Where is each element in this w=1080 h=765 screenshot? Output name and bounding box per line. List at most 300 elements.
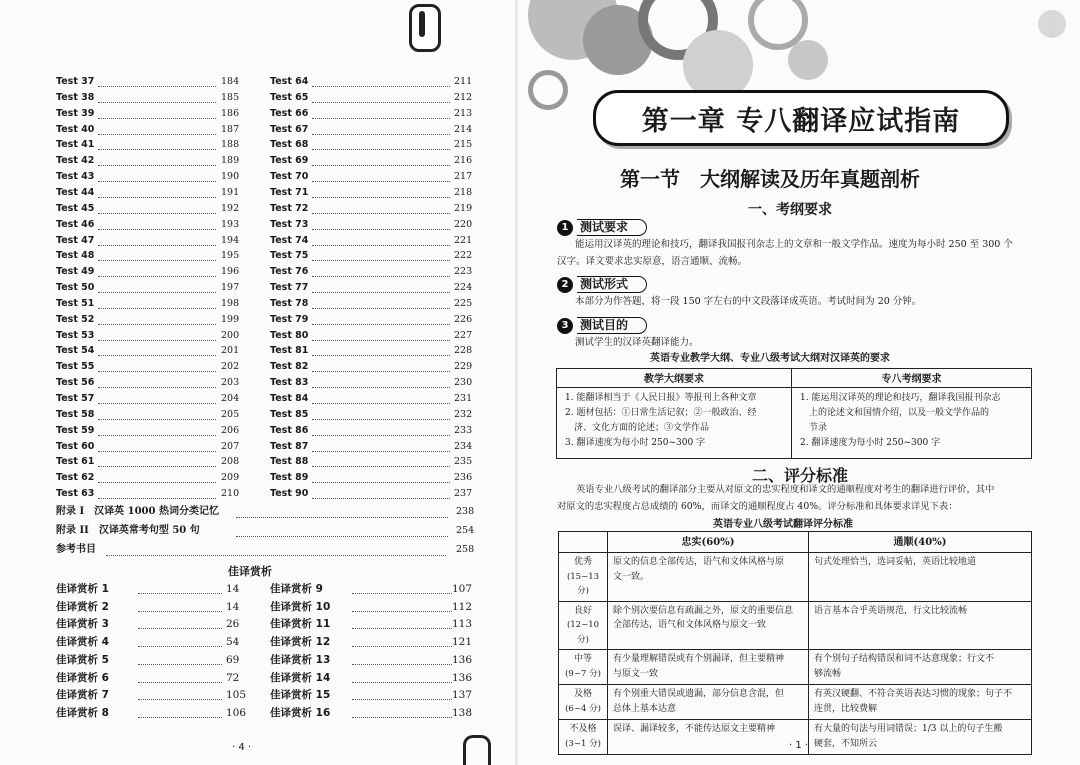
toc-entry-label: Test 44 [56, 186, 95, 198]
toc-entry-label: Test 38 [56, 91, 95, 103]
page-number: · 4 · [232, 742, 252, 753]
toc-entry-label: Test 87 [270, 440, 309, 452]
toc-leader [352, 683, 452, 700]
decor-circle [788, 40, 828, 80]
toc-entry-label: Test 68 [270, 139, 309, 151]
toc-page-number: 231 [454, 393, 473, 404]
requirement-text: 能运用汉译英的理论和技巧，翻译我国报刊杂志上的文章和一般文学作品。速度为每小时 250 至 300 个 [575, 239, 1013, 250]
toc-leader [138, 701, 222, 718]
requirement-heading-text: 测试要求 [577, 219, 647, 236]
toc-entry-label: Test 48 [56, 250, 95, 262]
grade-range: (9~7 分) [565, 668, 601, 679]
toc-leader [312, 450, 450, 467]
grade-cell [559, 720, 608, 755]
toc-entry-label: Test 49 [56, 266, 95, 278]
toc-entry-label: Test 37 [56, 76, 95, 87]
toc-entry-label: Test 75 [270, 250, 309, 262]
toc-entry-label: Test 59 [56, 424, 95, 436]
toc-entry-label: Test 46 [56, 218, 95, 230]
table-line: 与原文一致 [613, 668, 659, 679]
table-line: 文一致。 [613, 571, 650, 582]
toc-leader [352, 666, 452, 683]
toc-entry-label: Test 77 [270, 282, 309, 294]
requirement-heading-text: 测试目的 [577, 317, 647, 334]
grade-label: 及格 [573, 689, 592, 699]
toc-entry-label: Test 90 [270, 488, 309, 500]
appreciation-page-number: 138 [452, 706, 473, 719]
toc-page-number: 221 [454, 234, 473, 246]
toc-entry-label: Test 63 [56, 488, 95, 500]
left-page [0, 0, 515, 765]
appreciation-page-number: 137 [452, 689, 473, 702]
toc-page-number: 207 [221, 440, 240, 452]
toc-entry-label: Test 67 [270, 123, 309, 135]
toc-page-number: 220 [454, 218, 473, 230]
toc-leader [138, 630, 222, 647]
appreciation-label: 佳译赏析 6 [56, 671, 109, 684]
faith-cell [608, 685, 809, 720]
toc-page-number: 188 [221, 139, 240, 151]
toc-entry [56, 486, 241, 502]
toc-leader [98, 371, 216, 388]
appreciation-title: 佳译赏析 [228, 565, 272, 578]
toc-page-number: 212 [454, 91, 473, 103]
appreciation-entry [56, 705, 250, 721]
toc-entry-label: Test 82 [270, 361, 309, 373]
appreciation-page-number: 121 [452, 636, 473, 649]
toc-leader [352, 701, 452, 718]
toc-leader [312, 165, 450, 182]
toc-page-number: 225 [454, 297, 473, 309]
toc-leader [312, 435, 450, 452]
appreciation-page-number: 107 [452, 583, 473, 595]
toc-entry-label: Test 89 [270, 472, 309, 484]
table-line: 上的论述文和国情介绍，以及一般文学作品的 [800, 408, 990, 418]
table-line: 有大量的句法与用词错误；1/3 以上的句子生搬 [814, 724, 1003, 734]
toc-entry-label: Test 71 [270, 186, 309, 198]
table-header: 专八考纲要求 [792, 369, 1032, 388]
toc-page-number: 213 [454, 107, 473, 119]
toc-leader [312, 466, 450, 483]
toc-entry-label: Test 79 [270, 313, 309, 325]
toc-leader [312, 339, 450, 356]
fluency-cell [809, 553, 1032, 602]
requirement-heading [557, 276, 697, 294]
table-line: 济、文化方面的论述；③文学作品 [565, 423, 710, 433]
scoring-line: 对原文的忠实程度占总成绩的 60%，而译文的通顺程度占 40%。评分标准和具体要求详见下表： [557, 501, 958, 512]
toc-leader [98, 355, 216, 372]
toc-page-number: 194 [221, 234, 240, 246]
appreciation-label: 佳译赏析 16 [270, 706, 331, 719]
toc-leader [138, 612, 222, 629]
grade-range: (6~4 分) [565, 703, 601, 714]
appendix-page-number: 254 [456, 525, 475, 536]
toc-page-number: 201 [221, 345, 240, 357]
toc-leader [352, 577, 452, 594]
toc-page-number: 198 [221, 297, 240, 309]
table-header: 忠实(60%) [608, 532, 809, 553]
toc-leader [312, 482, 450, 499]
table-line: 2. 题材包括：①日常生活记叙；②一般政治、经 [565, 408, 757, 418]
toc-page-number: 193 [221, 218, 240, 230]
page-number: · 1 · [789, 740, 809, 751]
table-line: 误译、漏译较多，不能传达原文主要精神 [613, 724, 776, 734]
table-row [559, 650, 1032, 685]
toc-page-number: 235 [454, 456, 473, 468]
table-line: 有英汉硬翻、不符合英语表达习惯的现象；句子不 [814, 689, 1013, 699]
table-header [559, 532, 608, 553]
toc-leader [312, 387, 450, 404]
toc-leader [312, 371, 450, 388]
appendix-entry [56, 541, 481, 559]
requirements-table [556, 368, 1032, 459]
toc-page-number: 184 [221, 76, 240, 87]
table-line: 硬套，不知所云 [814, 738, 878, 749]
toc-page-number: 222 [454, 250, 473, 262]
table-line: 1. 能运用汉译英的理论和技巧，翻译我国报刊杂志 [800, 393, 1001, 403]
toc-page-number: 228 [454, 345, 473, 357]
appreciation-label: 佳译赏析 9 [270, 583, 323, 595]
scoring-line: 英语专业八级考试的翻译部分主要从对原文的忠实程度和译文的通顺程度对考生的翻译进行评价，其中 [576, 484, 995, 495]
chapter-title: 第一章 专八翻译应试指南 [641, 106, 961, 137]
requirement-text: 测试学生的汉译英翻译能力。 [575, 337, 699, 348]
grade-cell [559, 601, 608, 650]
toc-entry-label: Test 43 [56, 171, 95, 183]
toc-leader [312, 102, 450, 119]
toc-page-number: 237 [454, 488, 473, 500]
table-cell [792, 388, 1032, 459]
table-row [559, 601, 1032, 650]
appreciation-label: 佳译赏析 12 [270, 636, 331, 649]
toc-leader [98, 118, 216, 135]
toc-page-number: 195 [221, 250, 240, 262]
toc-entry-label: Test 39 [56, 107, 95, 119]
faith-cell [608, 553, 809, 602]
appreciation-page-number: 106 [226, 706, 247, 719]
grade-label: 优秀 [573, 557, 592, 567]
fluency-cell [809, 650, 1032, 685]
toc-leader [138, 683, 222, 700]
toc-entry-label: Test 78 [270, 297, 309, 309]
toc-page-number: 227 [454, 329, 473, 341]
toc-entry-label: Test 83 [270, 377, 309, 389]
appreciation-page-number: 136 [452, 671, 473, 684]
toc-leader [98, 149, 216, 166]
toc-leader [236, 499, 448, 518]
toc-entry-label: Test 70 [270, 171, 309, 183]
appreciation-page-number: 26 [226, 618, 240, 631]
table-line: 3. 翻译速度为每小时 250~300 字 [565, 438, 706, 448]
number-badge-icon: 2 [557, 277, 573, 293]
toc-leader [312, 70, 450, 87]
table-line: 原文的信息全部传达，语气和文体风格与原 [613, 557, 785, 567]
fluency-cell [809, 601, 1032, 650]
toc-leader [98, 419, 216, 436]
toc-entry-label: Test 66 [270, 107, 309, 119]
fluency-cell [809, 685, 1032, 720]
appreciation-page-number: 14 [226, 600, 240, 613]
appreciation-label: 佳译赏析 2 [56, 600, 109, 613]
requirement-text: 汉字。译文要求忠实原意，语言通顺、流畅。 [557, 256, 748, 267]
toc-page-number: 234 [454, 440, 473, 452]
toc-leader [98, 70, 216, 87]
appreciation-label: 佳译赏析 13 [270, 653, 331, 666]
appreciation-page-number: 112 [452, 600, 473, 613]
toc-entry-label: Test 74 [270, 234, 309, 246]
toc-leader [98, 435, 216, 452]
toc-leader [312, 403, 450, 420]
table-line: 除个别次要信息有疏漏之外，原文的重要信息 [613, 605, 794, 616]
grade-cell [559, 553, 608, 602]
grade-label: 不及格 [569, 724, 597, 734]
appreciation-label: 佳译赏析 14 [270, 671, 331, 684]
toc-page-number: 218 [454, 186, 473, 198]
toc-page-number: 226 [454, 313, 473, 325]
toc-entry-label: Test 85 [270, 408, 309, 420]
toc-entry-label: Test 69 [270, 155, 309, 167]
toc-entry-label: Test 42 [56, 155, 95, 167]
toc-leader [312, 229, 450, 246]
toc-leader [98, 276, 216, 293]
toc-page-number: 217 [454, 171, 473, 183]
appreciation-label: 佳译赏析 1 [56, 583, 109, 595]
appendix-label: 附录 I 汉译英 1000 热词分类记忆 [56, 506, 219, 517]
toc-leader [98, 260, 216, 277]
toc-page-number: 210 [221, 488, 240, 500]
appreciation-label: 佳译赏析 15 [270, 689, 331, 702]
toc-leader [98, 197, 216, 214]
toc-page-number: 199 [221, 313, 240, 325]
grade-range: (3~1 分) [565, 738, 601, 749]
table-line: 句式处理恰当，选词妥帖，英语比较地道 [814, 557, 977, 567]
appendix-label: 附录 II 汉译英常考句型 50 句 [56, 525, 200, 536]
toc-leader [352, 595, 452, 612]
toc-leader [106, 537, 446, 556]
toc-page-number: 204 [221, 393, 240, 404]
grade-range: (15~13 分) [566, 571, 600, 596]
number-badge-icon: 3 [557, 318, 573, 334]
toc-page-number: 196 [221, 266, 240, 278]
binder-ring-icon [409, 4, 441, 52]
toc-page-number: 232 [454, 408, 473, 420]
toc-leader [98, 466, 216, 483]
appreciation-label: 佳译赏析 7 [56, 689, 109, 702]
toc-page-number: 209 [221, 472, 240, 484]
faith-cell [608, 601, 809, 650]
requirement-heading [557, 317, 697, 335]
toc-entry-label: Test 81 [270, 345, 309, 357]
appreciation-page-number: 105 [226, 689, 247, 702]
toc-entry-label: Test 41 [56, 139, 95, 151]
toc-leader [98, 450, 216, 467]
appreciation-label: 佳译赏析 8 [56, 706, 109, 719]
table-caption: 英语专业八级考试翻译评分标准 [713, 519, 853, 530]
toc-leader [98, 292, 216, 309]
appreciation-page-number: 54 [226, 636, 240, 649]
grade-label: 中等 [573, 654, 592, 664]
table-line: 节录 [800, 423, 828, 433]
toc-leader [98, 229, 216, 246]
toc-leader [98, 339, 216, 356]
toc-leader [98, 403, 216, 420]
toc-leader [312, 213, 450, 230]
appreciation-page-number: 69 [226, 653, 240, 666]
appreciation-label: 佳译赏析 3 [56, 618, 109, 631]
toc-entry-label: Test 65 [270, 91, 309, 103]
toc-page-number: 224 [454, 282, 473, 294]
toc-leader [138, 648, 222, 665]
toc-leader [98, 86, 216, 103]
toc-page-number: 187 [221, 123, 240, 135]
table-line: 总体上基本达意 [613, 703, 677, 714]
faith-cell [608, 720, 809, 755]
toc-leader [312, 260, 450, 277]
toc-entry-label: Test 56 [56, 377, 95, 389]
requirement-heading-text: 测试形式 [577, 276, 647, 293]
toc-entry-label: Test 80 [270, 329, 309, 341]
requirement-text: 本部分为作答题，将一段 150 字左右的中文段落译成英语。考试时间为 20 分钟。 [575, 296, 922, 307]
toc-entry-label: Test 57 [56, 393, 95, 404]
toc-page-number: 191 [221, 186, 240, 198]
toc-entry-label: Test 88 [270, 456, 309, 468]
appendix-page-number: 238 [456, 506, 475, 517]
toc-leader [138, 666, 222, 683]
table-line: 2. 翻译速度为每小时 250~300 字 [800, 438, 941, 448]
appreciation-page-number: 136 [452, 653, 473, 666]
toc-leader [312, 324, 450, 341]
toc-page-number: 230 [454, 377, 473, 389]
toc-leader [236, 518, 448, 537]
toc-entry-label: Test 53 [56, 329, 95, 341]
toc-entry-label: Test 61 [56, 456, 95, 468]
requirement-heading [557, 219, 697, 237]
toc-entry-label: Test 62 [56, 472, 95, 484]
toc-entry-label: Test 55 [56, 361, 95, 373]
toc-entry-label: Test 84 [270, 393, 309, 404]
toc-leader [352, 630, 452, 647]
toc-entry-label: Test 51 [56, 297, 95, 309]
toc-page-number: 219 [454, 202, 473, 214]
toc-entry-label: Test 86 [270, 424, 309, 436]
toc-entry-label: Test 64 [270, 76, 309, 87]
toc-entry-label: Test 60 [56, 440, 95, 452]
toc-page-number: 206 [221, 424, 240, 436]
toc-page-number: 233 [454, 424, 473, 436]
toc-page-number: 189 [221, 155, 240, 167]
toc-entry-label: Test 40 [56, 123, 95, 135]
section-title: 第一节 大纲解读及历年真题剖析 [620, 167, 920, 191]
decor-circle [528, 70, 568, 110]
table-caption: 英语专业教学大纲、专业八级考试大纲对汉译英的要求 [650, 353, 890, 364]
toc-leader [98, 244, 216, 261]
toc-page-number: 203 [221, 377, 240, 389]
toc-page-number: 190 [221, 171, 240, 183]
toc-leader [98, 181, 216, 198]
fluency-cell [809, 720, 1032, 755]
toc-leader [352, 612, 452, 629]
toc-leader [312, 276, 450, 293]
toc-leader [138, 577, 222, 594]
grade-cell [559, 650, 608, 685]
toc-leader [98, 165, 216, 182]
appreciation-label: 佳译赏析 11 [270, 618, 331, 631]
faith-cell [608, 650, 809, 685]
appreciation-label: 佳译赏析 5 [56, 653, 109, 666]
toc-page-number: 216 [454, 155, 473, 167]
table-cell [557, 388, 792, 459]
toc-leader [312, 197, 450, 214]
toc-entry-label: Test 73 [270, 218, 309, 230]
toc-page-number: 211 [454, 76, 473, 87]
toc-page-number: 200 [221, 329, 240, 341]
table-line: 连贯，比较费解 [814, 703, 878, 714]
toc-page-number: 185 [221, 91, 240, 103]
toc-leader [98, 102, 216, 119]
table-line: 有少量理解错误或有个别漏译，但主要精神 [613, 654, 785, 664]
toc-leader [98, 133, 216, 150]
toc-entry-label: Test 47 [56, 234, 95, 246]
toc-leader [312, 86, 450, 103]
toc-page-number: 186 [221, 107, 240, 119]
table-header: 教学大纲要求 [557, 369, 792, 388]
toc-page-number: 202 [221, 361, 240, 373]
table-line: 语言基本合乎英语规范，行文比较流畅 [814, 605, 968, 616]
grade-range: (12~10 分) [566, 620, 600, 645]
table-line: 全部传达，语气和文体风格与原文一致 [613, 620, 767, 630]
toc-leader [312, 419, 450, 436]
toc-page-number: 192 [221, 202, 240, 214]
grade-label: 良好 [573, 605, 592, 616]
appreciation-label: 佳译赏析 10 [270, 600, 331, 613]
appreciation-page-number: 113 [452, 618, 473, 631]
table-header: 通顺(40%) [809, 532, 1032, 553]
toc-leader [312, 181, 450, 198]
toc-leader [312, 133, 450, 150]
toc-leader [312, 149, 450, 166]
toc-leader [312, 244, 450, 261]
toc-leader [312, 292, 450, 309]
appreciation-page-number: 14 [226, 583, 240, 595]
number-badge-icon: 1 [557, 220, 573, 236]
appreciation-label: 佳译赏析 4 [56, 636, 109, 649]
toc-page-number: 214 [454, 123, 473, 135]
chapter-title-banner [593, 90, 1009, 146]
toc-entry-label: Test 58 [56, 408, 95, 420]
appendix-label: 参考书目 [56, 544, 96, 555]
toc-leader [98, 308, 216, 325]
scoring-table [558, 531, 1032, 755]
table-row [559, 553, 1032, 602]
toc-leader [98, 324, 216, 341]
toc-page-number: 215 [454, 139, 473, 151]
table-line: 够流畅 [814, 668, 842, 679]
appendix-page-number: 258 [456, 544, 475, 555]
decor-circle [1038, 10, 1066, 38]
toc-leader [138, 595, 222, 612]
toc-page-number: 229 [454, 361, 473, 373]
toc-entry-label: Test 76 [270, 266, 309, 278]
subsection-title: 一、考纲要求 [748, 202, 832, 218]
toc-leader [352, 648, 452, 665]
appreciation-entry [270, 705, 476, 721]
toc-leader [98, 387, 216, 404]
toc-entry-label: Test 54 [56, 345, 95, 357]
toc-page-number: 197 [221, 282, 240, 294]
toc-page-number: 236 [454, 472, 473, 484]
table-line: 有个别句子结构错误和词不达意现象；行文不 [814, 654, 995, 664]
grade-cell [559, 685, 608, 720]
toc-leader [98, 213, 216, 230]
